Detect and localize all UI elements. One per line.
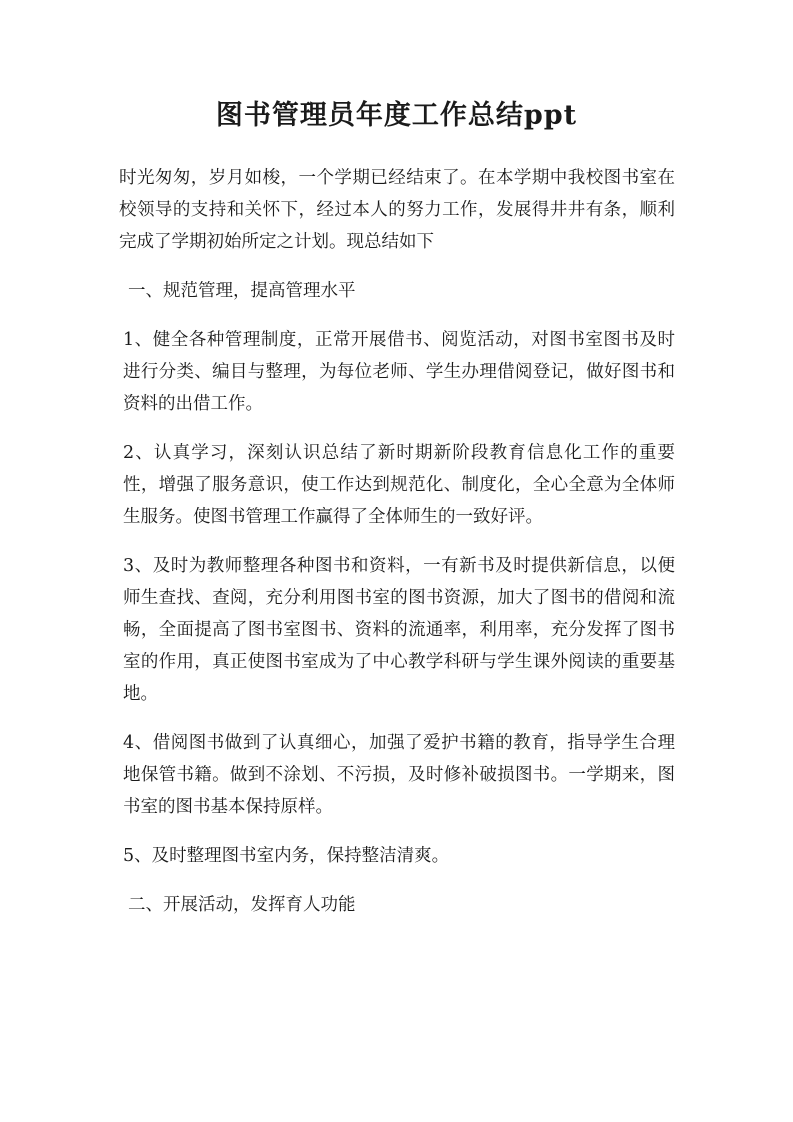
list-item-paragraph: 2、认真学习，深刻认识总结了新时期新阶段教育信息化工作的重要性，增强了服务意识，使工作达到规范化、制度化，全心全意为全体师生服务。使图书管理工作赢得了全体师生的一致好评。 [123,443,675,527]
list-item-paragraph: 4、借阅图书做到了认真细心，加强了爱护书籍的教育，指导学生合理地保管书籍。做到不涂划、不污损，及时修补破损图书。一学期来，图书室的图书基本保持原样。 [123,733,675,817]
section-heading: 二、开展活动，发挥育人功能 [128,895,356,915]
list-item-paragraph: 5、及时整理图书室内务，保持整洁清爽。 [123,846,450,866]
list-item-paragraph: 1、健全各种管理制度，正常开展借书、阅览活动，对图书室图书及时进行分类、编目与整理，为每位老师、学生办理借阅登记，做好图书和资料的出借工作。 [123,330,675,414]
intro-paragraph: 时光匆匆，岁月如梭，一个学期已经结束了。在本学期中我校图书室在校领导的支持和关怀下，经过本人的努力工作，发展得井井有条，顺利完成了学期初始所定之计划。现总结如下 [119,168,675,252]
section-heading: 一、规范管理，提高管理水平 [128,281,356,301]
document-title: 图书管理员年度工作总结ppt [215,100,578,131]
list-item-paragraph: 3、及时为教师整理各种图书和资料，一有新书及时提供新信息，以便师生查找、查阅，充分利用图书室的图书资源，加大了图书的借阅和流畅，全面提高了图书室图书、资料的流通率，利用率，充分发挥了图书室的作用，真正使图书室成为了中心教学科研与学生课外阅读的重要基地。 [123,556,675,704]
document-body [119,162,675,938]
